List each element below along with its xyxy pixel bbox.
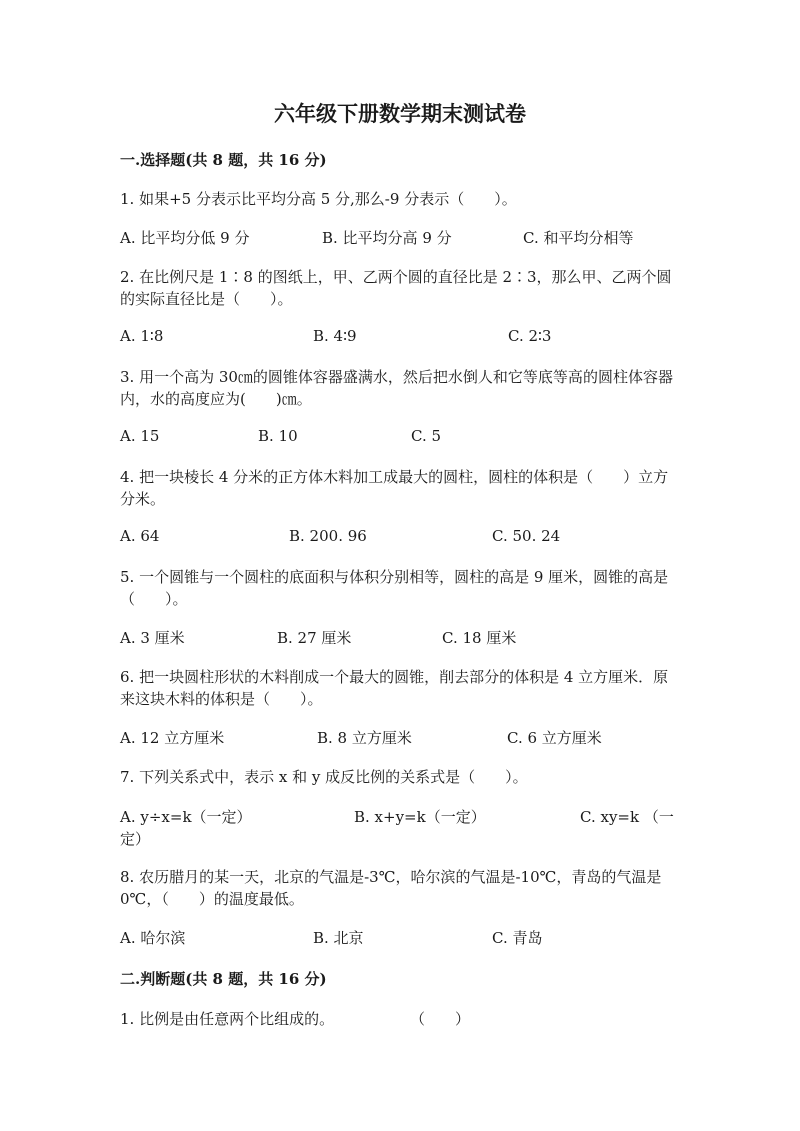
option-c[interactable]: C. 50. 24 bbox=[492, 527, 561, 545]
option-c-wrap: 定） bbox=[120, 830, 151, 848]
question-5: 5. 一个圆锥与一个圆柱的底面积与体积分别相等，圆柱的高是 9 厘米，圆锥的高是（ ）。 bbox=[120, 568, 669, 608]
options-6 bbox=[120, 727, 680, 749]
options-2 bbox=[120, 327, 680, 349]
option-b[interactable]: B. 200. 96 bbox=[289, 527, 367, 545]
option-b[interactable]: B. 27 厘米 bbox=[277, 629, 352, 647]
question-2: 2. 在比例尺是 1∶8 的图纸上，甲、乙两个圆的直径比是 2∶3，那么甲、乙两个圆的实际直径比是（ ）。 bbox=[120, 268, 672, 308]
question-4: 4. 把一块棱长 4 分米的正方体木料加工成最大的圆柱，圆柱的体积是（ ）立方分米。 bbox=[120, 468, 669, 508]
question-3: 3. 用一个高为 30㎝的圆锥体容器盛满水，然后把水倒人和它等底等高的圆柱体容器内，水的高度应为( )㎝。 bbox=[120, 368, 673, 408]
section-title-choice: 一.选择题(共 8 题，共 16 分) bbox=[120, 151, 327, 169]
option-a[interactable]: A. 比平均分低 9 分 bbox=[120, 229, 250, 247]
option-a[interactable]: A. 哈尔滨 bbox=[120, 929, 186, 947]
option-b[interactable]: B. 10 bbox=[258, 427, 298, 445]
option-b[interactable]: B. 比平均分高 9 分 bbox=[322, 229, 452, 247]
options-3 bbox=[120, 427, 680, 449]
option-a[interactable]: A. 15 bbox=[120, 427, 160, 445]
option-b[interactable]: B. 8 立方厘米 bbox=[317, 729, 412, 747]
options-4 bbox=[120, 527, 680, 549]
option-c[interactable]: C. 青岛 bbox=[492, 929, 543, 947]
section-title-judge: 二.判断题(共 8 题，共 16 分) bbox=[120, 970, 327, 988]
question-7: 7. 下列关系式中，表示 x 和 y 成反比例的关系式是（ ）。 bbox=[120, 768, 528, 786]
option-a[interactable]: A. 1∶8 bbox=[120, 327, 164, 345]
option-c[interactable]: C. 5 bbox=[411, 427, 442, 445]
option-a[interactable]: A. 64 bbox=[120, 527, 160, 545]
question-1: 1. 如果+5 分表示比平均分高 5 分,那么-9 分表示（ ）。 bbox=[120, 190, 517, 208]
option-b[interactable]: B. 北京 bbox=[313, 929, 364, 947]
option-c[interactable]: C. xy=k （一 bbox=[580, 808, 674, 826]
option-a[interactable]: A. y÷x=k（一定） bbox=[120, 808, 252, 826]
option-c[interactable]: C. 6 立方厘米 bbox=[507, 729, 602, 747]
option-a[interactable]: A. 3 厘米 bbox=[120, 629, 185, 647]
options-8 bbox=[120, 927, 680, 949]
options-7 bbox=[120, 806, 680, 848]
option-c[interactable]: C. 2∶3 bbox=[508, 327, 552, 345]
answer-blank[interactable]: （ ） bbox=[410, 1010, 471, 1028]
judge-question-text: 1. 比例是由任意两个比组成的。 bbox=[120, 1010, 335, 1028]
question-8: 8. 农历腊月的某一天，北京的气温是-3℃，哈尔滨的气温是-10℃，青岛的气温是 0℃，（ ）的温度最低。 bbox=[120, 868, 662, 908]
option-b[interactable]: B. 4∶9 bbox=[313, 327, 357, 345]
option-c[interactable]: C. 18 厘米 bbox=[442, 629, 517, 647]
judge-question-1 bbox=[120, 1008, 680, 1030]
options-1 bbox=[120, 227, 680, 249]
page-title: 六年级下册数学期末测试卷 bbox=[274, 101, 526, 126]
option-c[interactable]: C. 和平均分相等 bbox=[523, 229, 634, 247]
options-5 bbox=[120, 627, 680, 649]
option-a[interactable]: A. 12 立方厘米 bbox=[120, 729, 225, 747]
question-6: 6. 把一块圆柱形状的木料削成一个最大的圆锥，削去部分的体积是 4 立方厘米．原来这块木料的体积是（ ）。 bbox=[120, 668, 669, 708]
option-b[interactable]: B. x+y=k（一定） bbox=[354, 808, 486, 826]
